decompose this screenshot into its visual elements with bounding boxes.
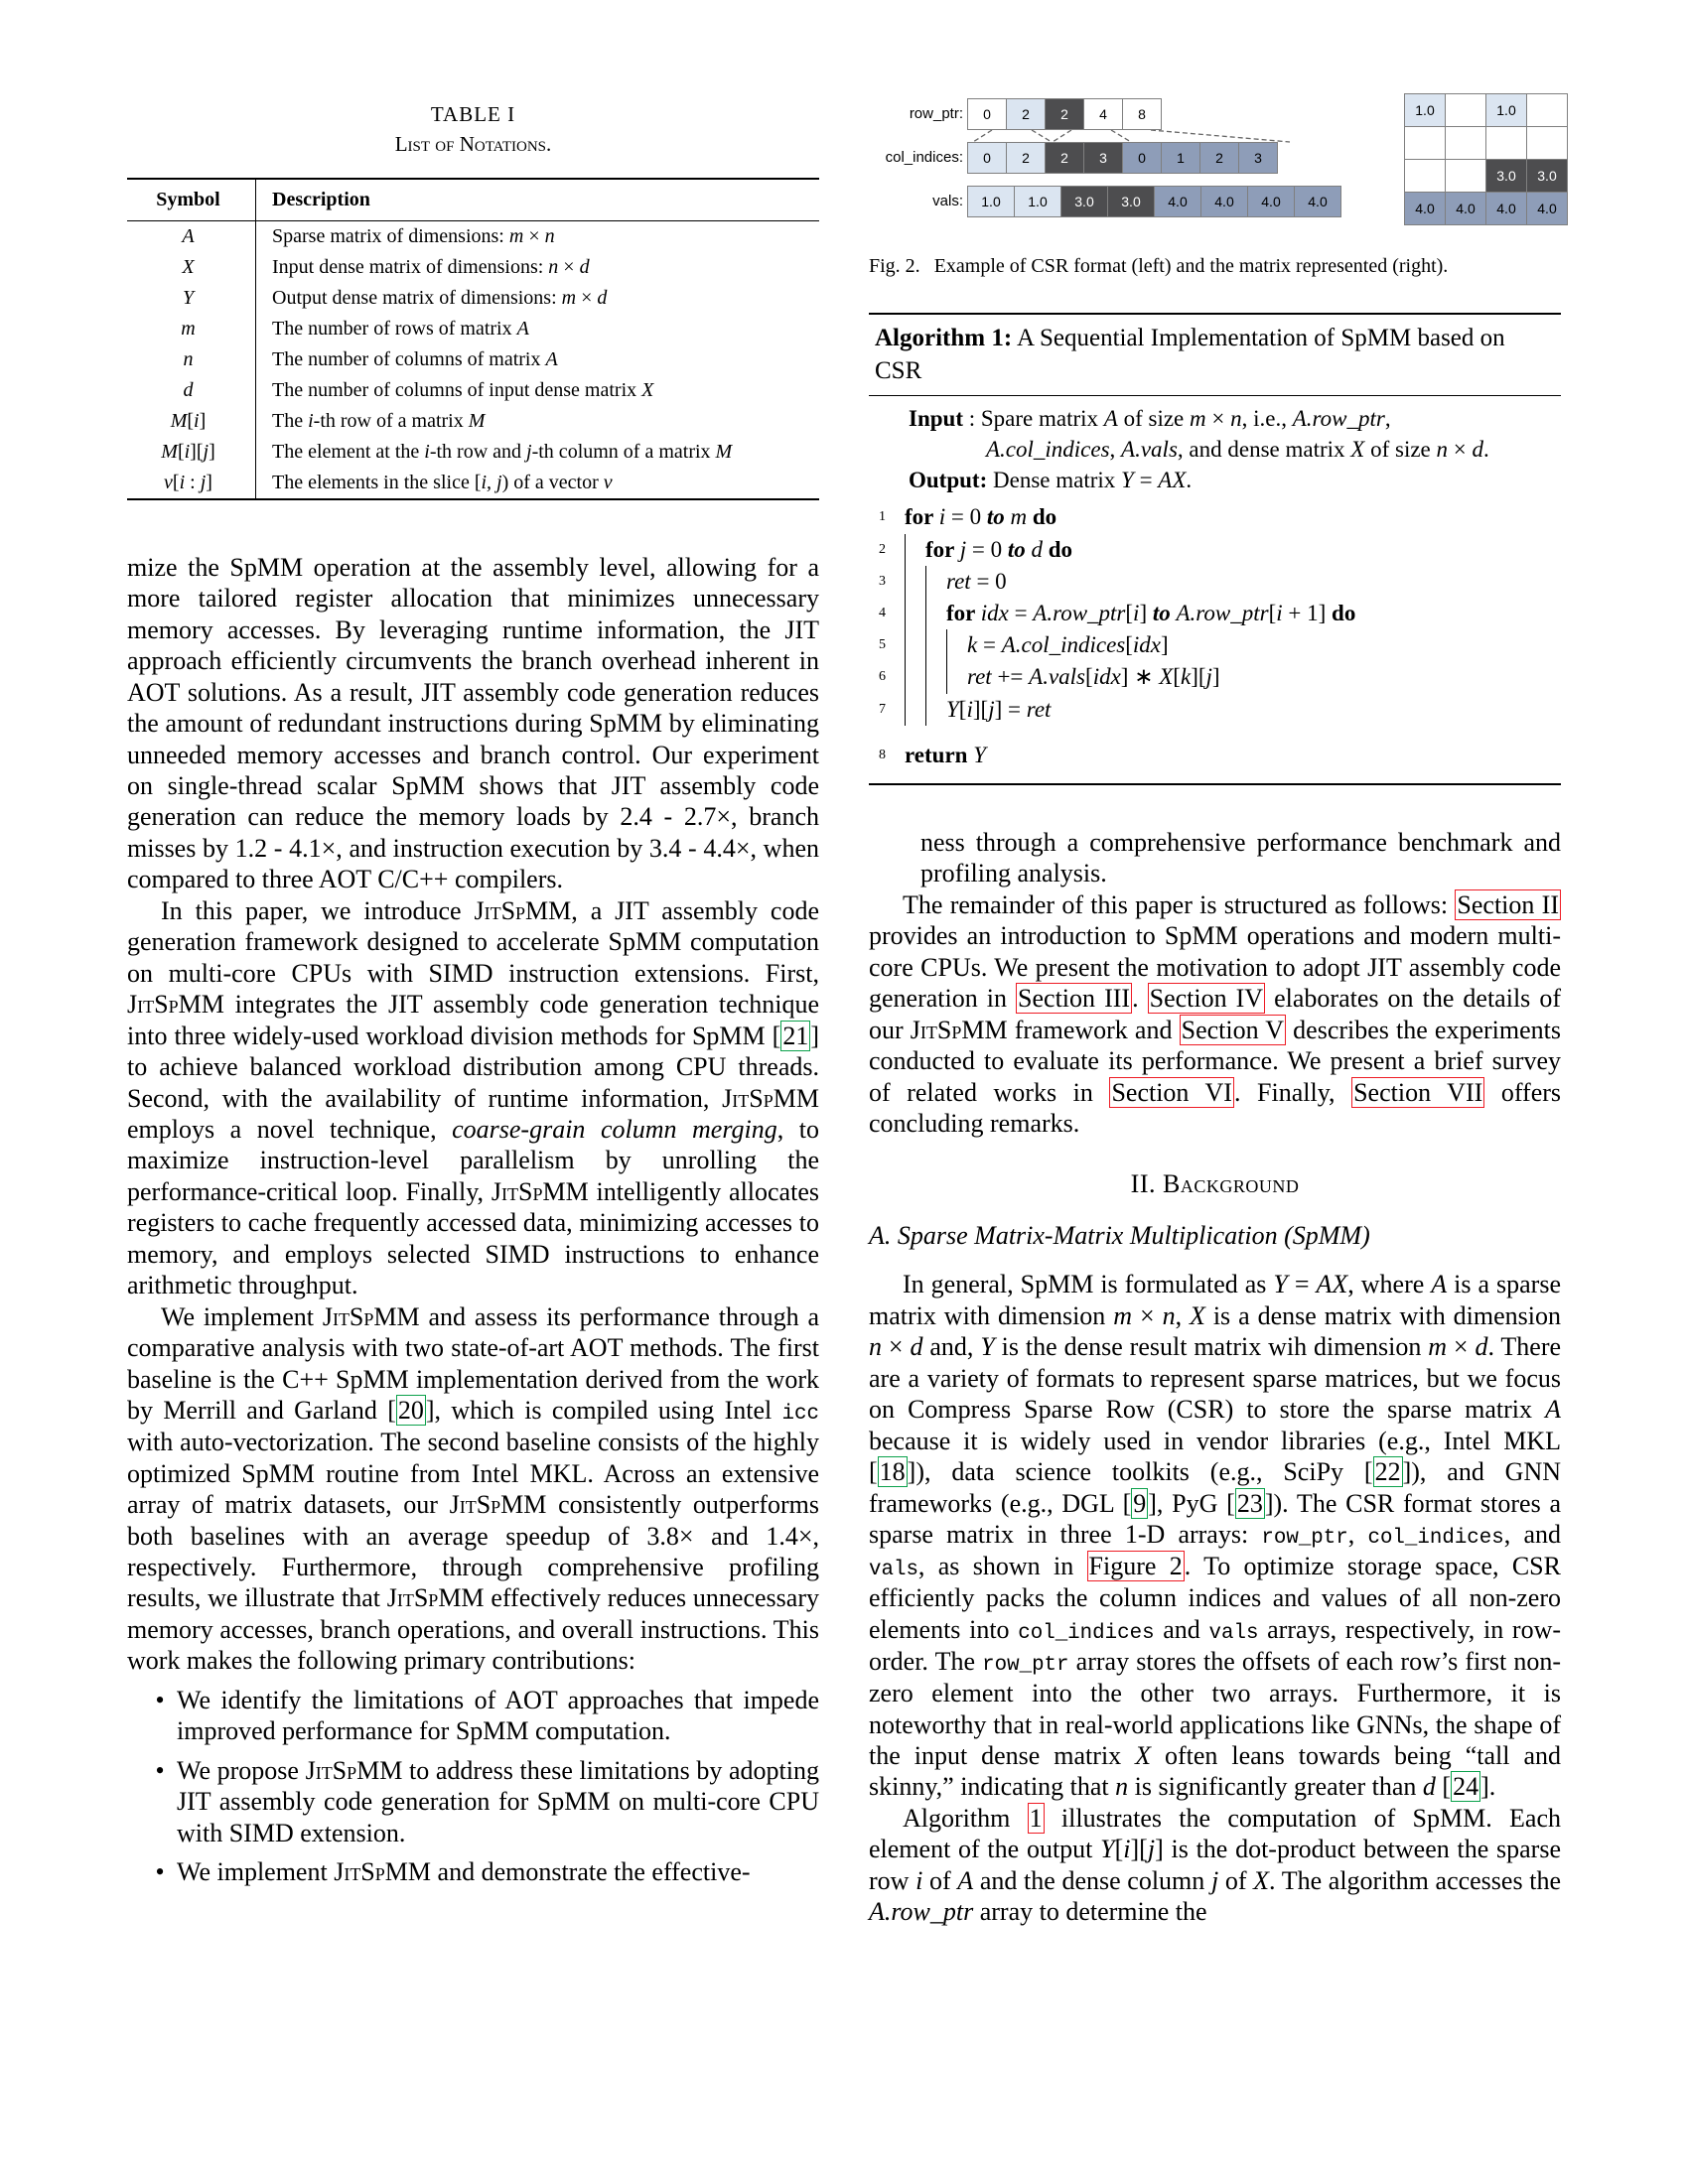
- notation-symbol: v[i : j]: [127, 468, 256, 498]
- algorithm-1-lines: [869, 497, 1561, 783]
- matrix-row: [1405, 160, 1568, 193]
- csr-matrix: [1405, 94, 1568, 225]
- csr-cell: 3.0: [1060, 186, 1108, 217]
- algorithm-input-line: A.col_indices, A.vals, and dense matrix X of size n × d.: [986, 436, 1489, 462]
- matrix-cell: [1445, 93, 1486, 127]
- paragraph-bullet-continuation: ness through a comprehensive performance benchmark and profiling analysis.: [920, 827, 1561, 888]
- csr-array-row: [869, 98, 1405, 130]
- csr-cell: 4: [1083, 98, 1123, 130]
- paragraph-evaluation: We implement JitSpMM and assess its performance through a comparative analysis with two state-of-art AOT methods. The first baseline is the C++ SpMM implementation derived from the work by Merrill and Garland [20], which is compiled using Intel icc with auto-vectorization. The second baseline consists of the highly optimized SpMM routine from Intel MKL. Across an extensive array of matrix datasets, our JitSpMM consistently outperforms both baselines with an average speedup of 3.8× and 1.4×, respectively. Furthermore, through comprehensive profiling results, we illustrate that JitSpMM effectively reduces unnecessary memory accesses, branch operations, and overall instructions. This work makes the following primary contributions:: [127, 1301, 819, 1676]
- notation-row: [127, 283, 819, 314]
- section-heading-background: II. Background: [1130, 1169, 1300, 1199]
- algorithm-statement: k = A.col_indices[idx]: [967, 632, 1169, 658]
- algorithm-line: [879, 598, 1553, 629]
- matrix-cell: 3.0: [1485, 159, 1527, 193]
- notation-row: [127, 468, 819, 498]
- algorithm-indent-guide: [905, 629, 925, 661]
- matrix-row: [1405, 94, 1568, 127]
- algorithm-indent-guide: [905, 661, 925, 693]
- algorithm-statement: for idx = A.row_ptr[i] to A.row_ptr[i + 1] do: [946, 601, 1356, 625]
- matrix-row: [1405, 193, 1568, 225]
- citation-link[interactable]: 22: [1374, 1457, 1401, 1487]
- csr-array-row: [869, 142, 1405, 174]
- algorithm-line-number: 4: [879, 606, 886, 620]
- internal-ref-link[interactable]: Figure 2: [1088, 1552, 1183, 1581]
- table-header-description: Description: [272, 188, 370, 210]
- algorithm-1: [869, 313, 1561, 785]
- csr-cell: 4.0: [1247, 186, 1295, 217]
- table-1-caption: List of Notations.: [394, 132, 552, 157]
- notation-symbol: Y: [127, 283, 256, 314]
- matrix-cell: 4.0: [1445, 192, 1486, 225]
- right-column: [869, 94, 1561, 1928]
- algorithm-input-line: Input : Spare matrix A of size m × n, i.e., A.row_ptr,: [909, 406, 1391, 431]
- figure-2-caption: [869, 253, 1561, 279]
- csr-arrays: [869, 98, 1405, 229]
- csr-cell: 2: [1045, 142, 1084, 174]
- notation-description: The number of columns of input dense matrix X: [272, 378, 654, 401]
- csr-cell: 3.0: [1107, 186, 1155, 217]
- algorithm-indent-guide: [925, 694, 946, 726]
- matrix-cell: [1526, 93, 1568, 127]
- notation-symbol: X: [127, 252, 256, 283]
- notation-symbol: m: [127, 314, 256, 344]
- csr-cell: 4.0: [1154, 186, 1201, 217]
- notation-description: Input dense matrix of dimensions: n × d: [272, 255, 590, 278]
- paragraph-introduce-jitspmm: In this paper, we introduce JitSpMM, a JIT assembly code generation framework designed to accelerate SpMM computation on multi-core CPUs with SIMD instruction extensions. First, JitSpMM integrates the JIT assembly code generation technique into three widely-used workload division methods for SpMM [21] to achieve balanced workload distribution among CPU threads. Second, with the availability of runtime information, JitSpMM employs a novel technique, coarse-grain column merging, to maximize instruction-level parallelism by unrolling the performance-critical loop. Finally, JitSpMM intelligently allocates registers to cache frequently accessed data, minimizing accesses to memory, and employs selected SIMD instructions to enhance arithmetic throughput.: [127, 895, 819, 1300]
- internal-ref-link[interactable]: Section III: [1018, 984, 1131, 1014]
- algorithm-indent-guide: [946, 629, 967, 661]
- matrix-cell: 4.0: [1526, 192, 1568, 225]
- matrix-cell: 4.0: [1404, 192, 1446, 225]
- csr-cell: 2: [1006, 142, 1046, 174]
- matrix-cell: [1404, 159, 1446, 193]
- algorithm-line: [879, 534, 1553, 566]
- algorithm-statement: return Y: [905, 742, 986, 767]
- bullet-text: We identify the limitations of AOT approaches that impede improved performance for SpMM computation.: [177, 1685, 819, 1746]
- algorithm-statement: ret += A.vals[idx] ∗ X[k][j]: [967, 664, 1220, 690]
- algorithm-indent-guide: [925, 629, 946, 661]
- algorithm-statement: Y[i][j] = ret: [946, 696, 1052, 722]
- algorithm-line: [879, 694, 1553, 726]
- notation-row: [127, 406, 819, 437]
- notation-row: [127, 252, 819, 283]
- notation-row: [127, 437, 819, 468]
- csr-cell: 0: [967, 98, 1007, 130]
- matrix-row: [1405, 127, 1568, 160]
- citation-link[interactable]: 24: [1453, 1772, 1479, 1802]
- algorithm-statement: for j = 0 to d do: [925, 536, 1073, 562]
- csr-cell: 2: [1199, 142, 1239, 174]
- bullet-text: We propose JitSpMM to address these limitations by adopting JIT assembly code generation for SpMM on multi-core CPU with SIMD extension.: [177, 1755, 819, 1847]
- notation-table-header: [127, 180, 819, 221]
- notation-description: Output dense matrix of dimensions: m × d: [272, 286, 608, 309]
- notation-symbol: n: [127, 344, 256, 375]
- notation-table-body: [127, 221, 819, 498]
- algorithm-line-number: 7: [879, 701, 886, 717]
- notation-row: [127, 221, 819, 252]
- bullet-marker: •: [155, 1755, 165, 1785]
- algorithm-line: [879, 629, 1553, 661]
- algorithm-line-number: 5: [879, 637, 886, 653]
- bullet-marker: •: [155, 1857, 165, 1887]
- csr-cell: 1: [1161, 142, 1200, 174]
- algorithm-line: [879, 661, 1553, 693]
- csr-cell: 1.0: [967, 186, 1015, 217]
- csr-array-label: vals:: [932, 193, 963, 209]
- matrix-cell: [1404, 126, 1446, 160]
- citation-link[interactable]: 9: [1133, 1488, 1147, 1518]
- algorithm-1-title: Algorithm 1: A Sequential Implementation of SpMM based on CSR: [869, 315, 1561, 396]
- matrix-cell: 1.0: [1485, 93, 1527, 127]
- left-column: [127, 94, 819, 1928]
- notation-description: The element at the i-th row and j-th column of a matrix M: [272, 440, 733, 463]
- algorithm-1-io: [869, 396, 1561, 497]
- algorithm-indent-guide: [925, 598, 946, 629]
- algorithm-indent-guide: [925, 661, 946, 693]
- citation-link[interactable]: 20: [397, 1396, 424, 1426]
- algorithm-statement: for i = 0 to m do: [905, 504, 1057, 530]
- paragraph-paper-structure: The remainder of this paper is structured as follows: Section II provides an introduction to SpMM operations and modern multi-core CPUs. We present the motivation to adopt JIT assembly code generation in Section III. Section IV elaborates on the details of our JitSpMM framework and Section V describes the experiments conducted to evaluate its performance. We present a brief survey of related works in Section VI. Finally, Section VII offers concluding remarks.: [869, 889, 1562, 1139]
- citation-link[interactable]: 21: [782, 1021, 809, 1050]
- algorithm-output-line: Output: Dense matrix Y = AX.: [909, 467, 1193, 492]
- csr-cell: 8: [1122, 98, 1162, 130]
- bullet-item: [143, 1856, 819, 1887]
- figure-2-caption-text: Example of CSR format (left) and the matrix represented (right).: [933, 255, 1449, 277]
- matrix-cell: 3.0: [1526, 159, 1568, 193]
- algorithm-line: [879, 501, 1553, 533]
- paragraph-spmm-background: In general, SpMM is formulated as Y = AX, where A is a sparse matrix with dimension m × n, X is a dense matrix with dimension n × d and, Y is the dense result matrix wih dimension m × d. There are a variety of formats to represent sparse matrices, but we focus on Compress Sparse Row (CSR) to store the sparse matrix A because it is widely used in vendor libraries (e.g., Intel MKL [18]), data science toolkits (e.g., SciPy [22]), and GNN frameworks (e.g., DGL [9], PyG [23]). The CSR format stores a sparse matrix in three 1-D arrays: row_ptr, col_indices, and vals, as shown in Figure 2. To optimize storage space, CSR efficiently packs the column indices and values of all non-zero elements into col_indices and vals arrays, respectively, in row-order. The row_ptr array stores the offsets of each row’s first non-zero element into the other two arrays. Furthermore, it is noteworthy that in real-world applications like GNNs, the shape of the input dense matrix X often leans towards being “tall and skinny,” indicating that n is significantly greater than d [24].: [869, 1270, 1562, 1802]
- csr-array-row: [869, 186, 1405, 217]
- internal-ref-link[interactable]: Section VI: [1111, 1077, 1232, 1107]
- csr-array-label: row_ptr:: [909, 105, 963, 122]
- algorithm-indent-guide: [905, 598, 925, 629]
- citation-link[interactable]: 23: [1236, 1488, 1263, 1518]
- notation-symbol: A: [127, 221, 256, 252]
- algorithm-line: [879, 740, 1553, 771]
- csr-cell: 3: [1083, 142, 1123, 174]
- algorithm-indent-guide: [905, 694, 925, 726]
- internal-ref-link[interactable]: Section V: [1181, 1015, 1285, 1044]
- csr-cell: 1.0: [1014, 186, 1061, 217]
- matrix-cell: [1445, 159, 1486, 193]
- notation-description: The number of columns of matrix A: [272, 347, 558, 370]
- notation-table: [127, 178, 819, 500]
- internal-ref-link[interactable]: Section II: [1457, 889, 1559, 919]
- paragraph-algorithm-description: Algorithm 1 illustrates the computation of SpMM. Each element of the output Y[i][j] is the dot-product between the sparse row i of A and the dense column j of X. The algorithm accesses the A.row_ptr array to determine the: [869, 1803, 1561, 1927]
- subsection-heading-spmm: A. Sparse Matrix-Matrix Multiplication (SpMM): [869, 1220, 1370, 1250]
- table-header-symbol: Symbol: [127, 180, 256, 220]
- algorithm-line-number: 1: [879, 509, 886, 525]
- figure-2-caption-label: Fig. 2.: [869, 255, 920, 277]
- paragraph-jit-benefits: mize the SpMM operation at the assembly level, allowing for a more tailored register allocation that minimizes unnecessary memory accesses. By leveraging runtime information, the JIT approach efficiently circumvents the branch overhead inherent in AOT solutions. As a result, JIT assembly code generation reduces the amount of redundant instructions during SpMM by eliminating unneeded memory accesses and branch control. Our experiment on single-thread scalar SpMM shows that JIT assembly code generation can reduce the memory loads by 2.4 - 2.7×, branch misses by 1.2 - 4.1×, and instruction execution by 3.4 - 4.4×, when compared to three AOT C/C++ compilers.: [127, 552, 819, 894]
- notation-row: [127, 344, 819, 375]
- csr-cell: 4.0: [1294, 186, 1341, 217]
- algorithm-line-number: 3: [879, 573, 886, 589]
- notation-row: [127, 314, 819, 344]
- table-1: [127, 102, 819, 500]
- notation-symbol: d: [127, 375, 256, 406]
- matrix-cell: [1526, 126, 1568, 160]
- two-column-layout: [127, 94, 1561, 1928]
- internal-ref-link[interactable]: 1: [1029, 1803, 1043, 1833]
- bullet-marker: •: [155, 1685, 165, 1714]
- internal-ref-link[interactable]: Section VII: [1353, 1077, 1483, 1107]
- algorithm-statement: ret = 0: [946, 568, 1007, 594]
- table-1-label: TABLE I: [430, 102, 516, 126]
- algorithm-line-number: 8: [879, 747, 886, 762]
- notation-symbol: M[i][j]: [127, 437, 256, 468]
- csr-cell: 0: [1122, 142, 1162, 174]
- algorithm-indent-guide: [946, 661, 967, 693]
- algorithm-indent-guide: [905, 566, 925, 598]
- algorithm-indent-guide: [905, 534, 925, 566]
- notation-description: The elements in the slice [i, j) of a vector v: [272, 471, 613, 493]
- csr-cell: 2: [1006, 98, 1046, 130]
- algorithm-indent-guide: [925, 566, 946, 598]
- internal-ref-link[interactable]: Section IV: [1149, 984, 1264, 1014]
- notation-symbol: M[i]: [127, 406, 256, 437]
- csr-cell: 4.0: [1200, 186, 1248, 217]
- csr-cell: 0: [967, 142, 1007, 174]
- matrix-cell: [1485, 126, 1527, 160]
- algorithm-line-number: 6: [879, 669, 886, 685]
- figure-2: [869, 98, 1561, 229]
- notation-row: [127, 375, 819, 406]
- bullet-text: We implement JitSpMM and demonstrate the effective-: [177, 1857, 751, 1887]
- notation-description: Sparse matrix of dimensions: m × n: [272, 224, 555, 247]
- bullet-item: [143, 1755, 819, 1848]
- csr-cell: 3: [1238, 142, 1278, 174]
- csr-array-label: col_indices:: [885, 149, 963, 166]
- matrix-cell: 4.0: [1485, 192, 1527, 225]
- algorithm-line: [879, 566, 1553, 598]
- citation-link[interactable]: 18: [879, 1457, 906, 1487]
- algorithm-line-number: 2: [879, 541, 886, 557]
- notation-description: The number of rows of matrix A: [272, 317, 529, 340]
- csr-cell: 2: [1045, 98, 1084, 130]
- bullet-item: [143, 1685, 819, 1747]
- matrix-cell: [1445, 126, 1486, 160]
- matrix-cell: 1.0: [1404, 93, 1446, 127]
- notation-description: The i-th row of a matrix M: [272, 409, 486, 432]
